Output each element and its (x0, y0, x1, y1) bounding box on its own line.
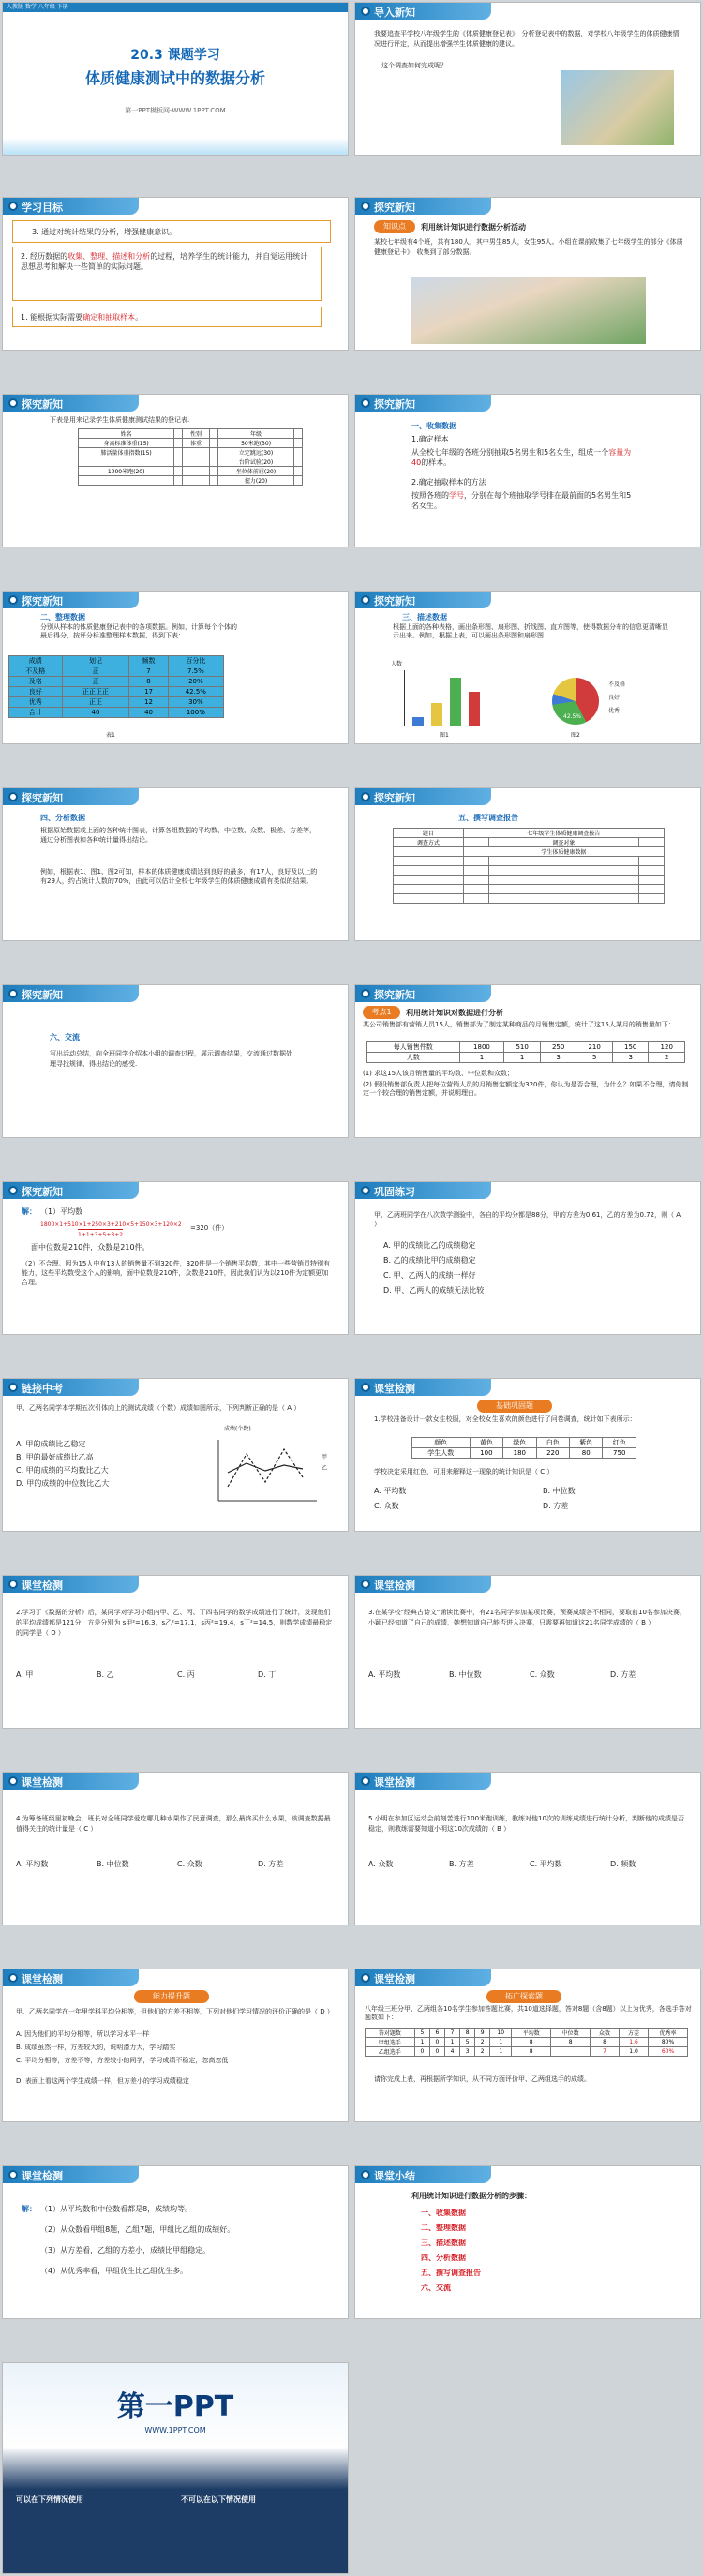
slide-header: 学习目标 (3, 198, 139, 215)
classroom-photo (561, 70, 674, 145)
solution-median: 面中位数是210件，众数是210件。 (31, 1243, 150, 1251)
option-d[interactable]: D. 方差 (258, 1860, 284, 1868)
intro-text: 我要追查平学校八年级学生的《体质健康登记表》，分析登记表中的数据，对学校八年级学生的体质健康情况进行评定，从而提出增强学生体质健康的建议。 (374, 30, 680, 48)
health-form-table: 姓名 性别 年级 身高标准体重(15) 体重 50米跑(30) 肺活量体重指数(15) 立定跳远(30) 台阶试验(20) 1000米跑(20) 坐位体前屈(20) 握力(20) (78, 428, 303, 486)
header-icon (361, 1580, 370, 1589)
header-icon (361, 1383, 370, 1392)
slide-5-form[interactable] (2, 394, 349, 547)
brand-url: WWW.1PPT.COM (144, 2426, 206, 2434)
option-c[interactable]: C. 众数 (530, 1670, 555, 1679)
header-icon (361, 1186, 370, 1195)
slide-19-check[interactable] (2, 1772, 349, 1925)
option-c[interactable]: C. 甲的成绩的平均数比乙大 (16, 1466, 109, 1475)
slide-21-advanced[interactable] (2, 1969, 349, 2122)
header-icon (8, 1186, 18, 1195)
fig2-label: 图2 (571, 732, 580, 739)
section-text: 写出活动总结，向全班同学介绍本小组的调查过程，展示调查结果，交流通过数据处理寻找规律、得出结论的感受. (50, 1050, 292, 1068)
series-tag: 人教版 数学 八年级 下册 (7, 4, 68, 10)
option-a[interactable]: A. 甲 (16, 1670, 34, 1679)
quiz-table: 答对题数 5 6 7 8 9 10 平均数 中位数 众数 方差 优秀率 甲组选手 1 0 1 5 2 1 8 8 8 1.6 80% 乙组选手 0 0 4 3 2 1 8 7 1.0 60% (365, 2028, 688, 2057)
step-2: 2.确定抽取样本的方法 (411, 478, 486, 487)
header-icon (8, 2170, 18, 2179)
bar-1 (431, 703, 442, 726)
slide-header: 课堂检测 (355, 1576, 491, 1593)
answer-3: （3）从方差看，乙组的方差小，成绩比甲组稳定。 (40, 2246, 211, 2254)
answer-2: （2）从众数看甲组8题，乙组7题，甲组比乙组的成绩好。 (40, 2225, 235, 2234)
question-text: 甲、乙两名同学在一年里学科平均分相等，但他们的方差不相等，下列对他们学习情况的评价正确的是（ D ） (16, 2008, 334, 2015)
legend-excellent: 优秀 (608, 708, 621, 714)
frequency-table: 成绩 划记 频数 百分比 不及格 正 7 7.5% 及格 正 8 20% 良好 正正正正 17 42.5% 优秀 正正 12 30% 合计 40 40 100% (8, 655, 224, 718)
fig1-label: 图1 (440, 732, 449, 739)
option-c[interactable]: C. 平均数 (530, 1860, 562, 1868)
question-text: 2.学习了《数据的分析》后，某同学对学习小组内甲、乙、丙、丁四名同学的数学成绩进行了统计，发现他们的平均成绩都是121分，方差分别为 s甲²=16.3，s乙²=17.1，s丙²=19.4，s丁²=14.5，则数学成绩最稳定的同学是（ D ） (16, 1609, 333, 1637)
slide-10-report[interactable] (354, 787, 701, 941)
section-heading: 六、交流 (50, 1033, 80, 1041)
color-table: 颜色 黄色 绿色 白色 紫色 红色 学生人数 100 180 220 80 750 (411, 1437, 636, 1459)
school-photo (411, 277, 646, 344)
exam-title: 利用统计知识对数据进行分析 (406, 1009, 503, 1017)
series-jia (228, 1463, 303, 1473)
option-a[interactable]: A. 平均数 (16, 1860, 49, 1868)
option-a[interactable]: A. 平均数 (374, 1487, 407, 1495)
legend-yi: 乙 (322, 1465, 328, 1472)
option-d[interactable]: D. 甲的成绩的中位数比乙大 (16, 1479, 110, 1488)
slide-20-check[interactable] (354, 1772, 701, 1925)
slide-9-analyze[interactable] (2, 787, 349, 941)
slide-1-title[interactable] (2, 2, 349, 156)
option-d[interactable]: D. 表面上看这两个学生成绩一样，但方差小的学习成绩稳定 (16, 2077, 189, 2085)
header-icon (8, 1776, 18, 1786)
formula-denominator: 1+1+3+5+3+2 (78, 1229, 123, 1240)
slide-header: 课堂检测 (355, 1969, 491, 1986)
option-d[interactable]: D. 甲、乙两人的成绩无法比较 (383, 1286, 485, 1295)
header-icon (361, 595, 370, 605)
option-b[interactable]: B. 中位数 (543, 1487, 576, 1495)
slide-15-exam[interactable] (2, 1378, 349, 1532)
slide-23-answer[interactable] (2, 2165, 349, 2319)
section-heading: 三、描述数据 (402, 613, 447, 622)
section-heading: 五、撰写调查报告 (458, 814, 518, 822)
question-text: 3.在某学校"经典古诗文"诵读比赛中，有21名同学参加某项比赛，预赛成绩各不相同，要取前10名参加决赛，小颖已经知道了自己的成绩，她想知道自己能否进入决赛，只需要再知道这21名同学成绩的（ B ） (368, 1609, 686, 1626)
formula-numerator: 1800×1+510×1+250×3+210×5+150×3+120×2 (40, 1221, 182, 1228)
question-text: 甲、乙两班同学在八次数学测验中，各自的平均分都是88分，甲的方差为0.61，乙的方差为0.72，则（ A ） (374, 1211, 681, 1228)
section-heading: 一、收集数据 (411, 422, 456, 430)
slide-14-practice[interactable] (354, 1181, 701, 1335)
slide-header: 课堂小结 (355, 2166, 491, 2183)
slide-header: 链接中考 (3, 1379, 139, 1396)
legend-jia: 甲 (322, 1454, 328, 1460)
solution-step-2: （2）不合理。因为15人中有13人的销售量不到320件，320件是一个销售平均数，其中一些营销员特别有能力，这些平均数受这个人的影响，面中位数是210件，众数是210件，因此我们认为以210件为定额更加合理。 (22, 1260, 330, 1286)
slide-header: 探究新知 (3, 985, 139, 1002)
section-text: 分别从样本的体质健康登记表中的各项数据。例如，计算每个个体的最后得分，按评分标准整理样本数据，得到下表： (40, 623, 237, 639)
option-a[interactable]: A. 甲的成绩比乙的成绩稳定 (383, 1241, 476, 1250)
page-title: 体质健康测试中的数据分析 (84, 69, 265, 87)
header-icon (8, 398, 18, 408)
slide-header: 探究新知 (355, 592, 491, 608)
slide-header: 导入新知 (355, 3, 491, 20)
y-axis-label: 人数 (391, 661, 403, 667)
header-icon (8, 1973, 18, 1983)
slide-header: 探究新知 (355, 985, 491, 1002)
line-chart (209, 1435, 322, 1510)
bar-3 (469, 692, 480, 726)
header-icon (8, 989, 18, 998)
header-icon (361, 989, 370, 998)
header-icon (8, 595, 18, 605)
option-a[interactable]: A. 众数 (368, 1860, 394, 1868)
slide-header: 课堂检测 (3, 1576, 139, 1593)
summary-title: 利用统计知识进行数据分析的步骤： (411, 2192, 531, 2200)
option-b[interactable]: B. 乙的成绩比甲的成绩稳定 (383, 1256, 476, 1265)
option-b[interactable]: B. 甲的最好成绩比乙高 (16, 1453, 94, 1461)
question-text: 5.小明在参加区运动会前刻苦进行100米跑训练，教练对他10次的训练成绩进行统计分析，判断他的成绩是否稳定，则教练需要知道小明这10次成绩的（ B ） (368, 1815, 684, 1833)
slide-18-check[interactable] (354, 1575, 701, 1729)
answer-4: （4）从优秀率看，甲组优生比乙组优生多。 (40, 2267, 188, 2275)
bar-2 (450, 678, 461, 726)
solution-label: 解： (22, 1207, 37, 1216)
step-analyze: 四、分析数据 (421, 2254, 466, 2262)
slide-16-basic[interactable] (354, 1378, 701, 1532)
option-c[interactable]: C. 众数 (374, 1502, 399, 1510)
goal-3: 3. 通过对统计结果的分析，增强健康意识。 (12, 220, 331, 243)
option-b[interactable]: B. 中位数 (449, 1670, 482, 1679)
section-example: 例如，根据表1、图1、图2可知，样本的体质健康成绩达到良好的最多，有17人，良好及以上的有29人，约占统计人数的70%，由此可以估计全校七年级学生的体质健康成绩有类似的结果。 (40, 868, 318, 885)
question-text: 4.为筹备班级里初晚会，班长对全班同学爱吃哪几种水果作了民意调查，那么最终买什么水果，该调查数据最值得关注的统计量是（ C ） (16, 1815, 331, 1833)
question-2: (2) 假设销售部负责人把每位营销人员的月销售定额定为320件，你认为是否合理，为什么？如果不合理，请你制定一个较合理的销售定额，并说明理由。 (363, 1081, 689, 1097)
website-label: 第一PPT模板网-WWW.1PPT.COM (125, 107, 226, 114)
answer-1: （1）从平均数和中位数看都是8，成绩均等。 (40, 2205, 193, 2213)
option-d[interactable]: D. 方差 (610, 1670, 636, 1679)
slide-header: 探究新知 (3, 788, 139, 805)
slide-22-explore[interactable] (354, 1969, 701, 2122)
slide-24-summary[interactable] (354, 2165, 701, 2319)
slide-25-brand[interactable] (2, 2362, 349, 2574)
report-table: 题目 七年级学生体质健康调查报告 调查方式 调查对象 学生体质健康数据 (393, 828, 665, 904)
option-c[interactable]: C. 众数 (177, 1860, 202, 1868)
solution-step-1: （1）平均数 (40, 1207, 83, 1216)
bar-0 (412, 717, 424, 726)
option-b[interactable]: B. 中位数 (97, 1860, 129, 1868)
slide-8-describe[interactable] (354, 591, 701, 744)
slide-11-exchange[interactable] (2, 984, 349, 1138)
slide-6-collect[interactable]: 探究新知 一、收集数据 1.确定样本 从全校七年级的各班分别抽取5名男生和5名女生，组成一个容量为40的样本。 2.确定抽取样本的方法 按照各班的学号，分别在每个班抽取学号排在最前面的5名男生和5名女生。 (354, 394, 701, 547)
section-text: 根据上面的各种表格，画出条形图、扇形图、折线图、直方图等，使得数据分布的信息更清晰显示出来。例如，根据上表，可以画出条形图和扇形图. (393, 623, 668, 639)
legend-good: 良好 (608, 695, 621, 701)
option-b[interactable]: B. 成绩虽然一样，方差较大的，说明潜力大，学习踏实 (16, 2044, 176, 2051)
section-heading: 二、整理数据 (40, 613, 85, 622)
question-prompt: 请你完成上表，再根据所学知识，从不同方面评价甲、乙两组选手的成绩。 (374, 2075, 591, 2083)
goal-1: 1. 能根据实际需要确定和抽取样本。 (12, 307, 322, 327)
slide-7-organize[interactable] (2, 591, 349, 744)
header-icon (8, 1383, 18, 1392)
header-icon (361, 792, 370, 801)
step-describe: 三、描述数据 (421, 2239, 466, 2247)
header-icon (8, 792, 18, 801)
lesson-number: 20.3 课题学习 (130, 48, 220, 63)
knowledge-text: 某校七年级有4个班，共有180人，其中男生85人，女生95人。小组在课前收集了七年级学生的部分《体质健康登记卡》，收集到了部分数据。 (374, 238, 683, 256)
knowledge-title: 利用统计知识进行数据分析活动 (421, 223, 526, 232)
slide-header: 探究新知 (3, 395, 139, 412)
slide-3-goals[interactable] (2, 197, 349, 351)
header-icon (361, 7, 370, 16)
goal-2: 2. 经历数据的收集、整理、描述和分析的过程，培养学生的统计能力，并自觉运用统计思想思考和解决一些简单的实际问题。 (12, 247, 322, 301)
option-b[interactable]: B. 乙 (97, 1670, 114, 1679)
intro-question: 这个调查如何完成呢？ (381, 62, 447, 69)
slide-12-example[interactable] (354, 984, 701, 1138)
slide-header: 探究新知 (3, 1182, 139, 1199)
header-icon (361, 1973, 370, 1983)
step-report: 五、撰写调查报告 (421, 2269, 481, 2277)
step-collect: 一、收集数据 (421, 2209, 466, 2217)
option-a[interactable]: A. 甲的成绩比乙稳定 (16, 1440, 86, 1448)
step-organize: 二、整理数据 (421, 2224, 466, 2232)
usage-allowed-title: 可以在下列情况使用 (16, 2495, 83, 2504)
question-1: (1) 求这15人该月销售量的平均数、中位数和众数； (363, 1070, 515, 1077)
slide-header: 课堂检测 (3, 1773, 139, 1790)
legend-fail: 不及格 (608, 681, 626, 688)
header-icon (361, 2170, 370, 2179)
slide-header: 课堂检测 (3, 1969, 139, 1986)
option-c[interactable]: C. 甲、乙两人的成绩一样好 (383, 1271, 476, 1280)
option-d[interactable]: D. 方差 (543, 1502, 569, 1510)
option-d[interactable]: D. 频数 (610, 1860, 636, 1868)
brand-logo: 第一PPT (116, 2390, 234, 2423)
usage-forbidden-title: 不可以在以下情况使用 (181, 2495, 256, 2504)
slide-header: 课堂检测 (3, 2166, 139, 2183)
slide-header: 课堂检测 (355, 1379, 491, 1396)
header-icon (8, 1580, 18, 1589)
step-exchange: 六、交流 (421, 2284, 451, 2292)
question-text: 八年级三班分甲、乙两组各10名学生参加答题比赛，共10道选择题，答对8题（含8题）以上为优秀，各选手答对题数如下： (365, 2005, 692, 2021)
pie-label: 42.5% (563, 713, 582, 720)
header-icon (361, 202, 370, 211)
step-1: 1.确定样本 (411, 435, 449, 443)
section-text: 根据原始数据或上面的各种统计图表，计算各组数据的平均数、中位数、众数、极差、方差等，通过分析图表和各种统计量得出结论。 (40, 827, 316, 844)
y-axis-label: 成绩(个数) (224, 1426, 251, 1432)
slide-13-solution[interactable] (2, 1181, 349, 1335)
exam-tag: 考点1 (363, 1006, 400, 1019)
question-prompt: 学校决定采用红色，可用来解释这一现象的统计知识是（ C ） (374, 1468, 554, 1475)
level-badge: 拓广探索题 (486, 1990, 561, 2003)
slide-4-knowledge[interactable] (354, 197, 701, 351)
option-a[interactable]: A. 因为他们的平均分相等，所以学习水平一样 (16, 2030, 150, 2038)
header-icon (361, 1776, 370, 1786)
slide-2-intro[interactable] (354, 2, 701, 156)
option-c[interactable]: C. 丙 (177, 1670, 195, 1679)
form-caption: 下表是用来记录学生体质健康测试结果的登记表. (50, 416, 190, 424)
formula-value: =320（件） (190, 1224, 229, 1232)
question-text: 甲、乙两名同学本学期五次引体向上的测试成绩（个数）成绩如图所示，下列判断正确的是（ A ） (16, 1404, 301, 1412)
option-b[interactable]: B. 方差 (449, 1860, 474, 1868)
slide-header: 探究新知 (355, 198, 491, 215)
option-d[interactable]: D. 丁 (258, 1670, 277, 1679)
section-heading: 四、分析数据 (40, 814, 85, 822)
question-text: 1.学校准备设计一款女生校服，对全校女生喜欢的颜色进行了问卷调查，统计如下表所示： (374, 1415, 636, 1423)
solution-label: 解： (22, 2205, 37, 2213)
slide-header: 探究新知 (3, 592, 139, 608)
problem-text: 某公司销售部有营销人员15人，销售部为了制定某种商品的月销售定额，统计了这15人某月的销售量如下： (363, 1021, 675, 1028)
header-icon (8, 202, 18, 211)
level-badge: 能力提升题 (134, 1990, 209, 2003)
slide-header: 探究新知 (355, 395, 491, 412)
bar-chart (404, 670, 488, 726)
sales-table: 每人销售件数 1800 510 250 210 150 120 人数 1 1 3 5 3 2 (366, 1041, 685, 1063)
knowledge-tag: 知识点 (374, 220, 415, 233)
option-c[interactable]: C. 平均分相等，方差不等，方差较小的同学，学习成绩不稳定，忽高忽低 (16, 2057, 229, 2064)
slide-header: 巩固练习 (355, 1182, 491, 1199)
option-a[interactable]: A. 平均数 (368, 1670, 401, 1679)
slide-17-check[interactable] (2, 1575, 349, 1729)
slide-header: 课堂检测 (355, 1773, 491, 1790)
series-yi (228, 1449, 303, 1487)
level-badge: 基础巩固题 (477, 1400, 552, 1413)
header-icon (361, 398, 370, 408)
table-caption: 表1 (106, 732, 115, 739)
slide-header: 探究新知 (355, 788, 491, 805)
